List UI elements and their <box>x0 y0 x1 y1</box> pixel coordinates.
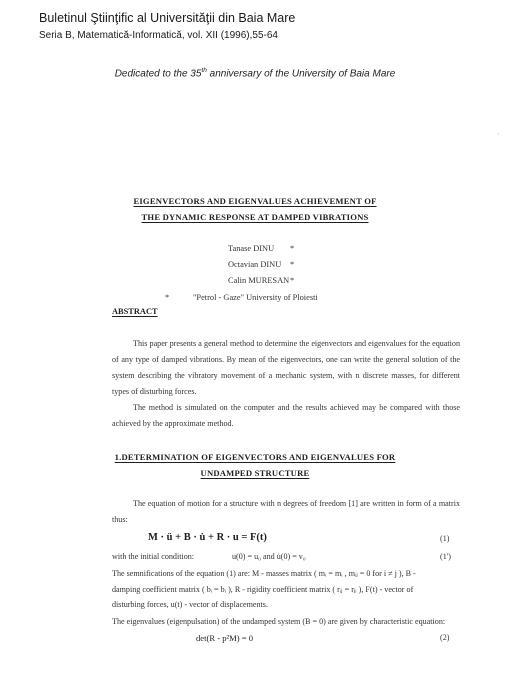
significations-line-2: damping coefficient matrix ( bᵢ = bᵢ ), R - rigidity coefficient matrix ( rᵢⱼ = rⱼᵢ ), F(t) - vector of <box>112 585 414 594</box>
abstract-paragraph-2: The method is simulated on the computer and the results achieved may be compared with those achieved by the approximate method. <box>112 403 460 429</box>
paper-title-line-2 <box>0 212 510 222</box>
dedication-suffix: anniversary of the University of Baia Mare <box>206 68 396 80</box>
equation-2-number: (2) <box>440 633 450 642</box>
section-heading-line-2 <box>0 468 510 478</box>
equation-2: det(R - p²M) = 0 <box>196 633 254 643</box>
abstract-paragraph-1: This paper presents a general method to determine the eigenvectors and eigenvalues for the equation of any type of damped vibrations. By mean of the eigenvectors, one can write the general solution of the system describing the vibratory movement of a mechanic system, with n discrete masses, for different types of disturbing forces. <box>112 339 460 397</box>
initial-condition-label: with the initial condition: <box>112 552 195 561</box>
author-name: Tanase DINU <box>228 244 275 253</box>
affiliation: "Petrol - Gaze" University of Ploiesti <box>193 293 318 302</box>
margin-mark: · <box>497 130 500 139</box>
journal-series: Seria B, Matematică-Informatică, vol. XII (1996),55-64 <box>39 30 278 41</box>
section-heading-text-1: 1.DETERMINATION OF EIGENVECTORS AND EIGENVALUES FOR <box>114 452 396 462</box>
paper-title-line-1 <box>0 196 510 206</box>
equation-1p-number: (1') <box>440 552 451 561</box>
dedication-sup: th <box>201 67 207 74</box>
journal-title: Buletinul Ştiinţific al Universităţii din Baia Mare <box>39 11 296 25</box>
section-intro: The equation of motion for a structure with n degrees of freedom [1] are written in form of a matrix thus: <box>112 499 460 525</box>
author-name: Octavian DINU <box>228 260 282 269</box>
author-mark: * <box>290 260 295 269</box>
section-heading-line-1 <box>0 452 510 462</box>
paper-title-text-2: THE DYNAMIC RESPONSE AT DAMPED VIBRATIONS <box>141 212 369 222</box>
equation-1: M · ü + B · u̇ + R · u = F(t) <box>148 532 267 543</box>
significations-line-1: The semnifications of the equation (1) are: M - masses matrix ( mᵢ = mᵢ , mᵢⱼ = 0 for i ≠ j ), B - <box>112 569 416 578</box>
equation-1-number: (1) <box>440 534 450 543</box>
paper-title-text-1: EIGENVECTORS AND EIGENVALUES ACHIEVEMENT OF <box>133 196 377 206</box>
author-mark: * <box>290 244 295 253</box>
eigenvalues-line: The eigenvalues (eigenpulsation) of the undamped system (B = 0) are given by characteristic equation: <box>112 617 446 626</box>
author-mark: * <box>290 276 295 285</box>
significations-line-3: disturbing forces, u(t) - vector of displacements. <box>112 600 268 609</box>
section-heading-text-2: UNDAMPED STRUCTURE <box>200 468 310 478</box>
affiliation-mark: * <box>165 293 170 302</box>
dedication-prefix: Dedicated to the 35 <box>114 68 202 80</box>
abstract-heading: ABSTRACT <box>112 307 158 316</box>
author-name: Calin MURESAN <box>228 276 290 285</box>
initial-condition: u(0) = u₀ and u̇(0) = v₀ <box>232 552 306 561</box>
dedication <box>0 67 510 79</box>
